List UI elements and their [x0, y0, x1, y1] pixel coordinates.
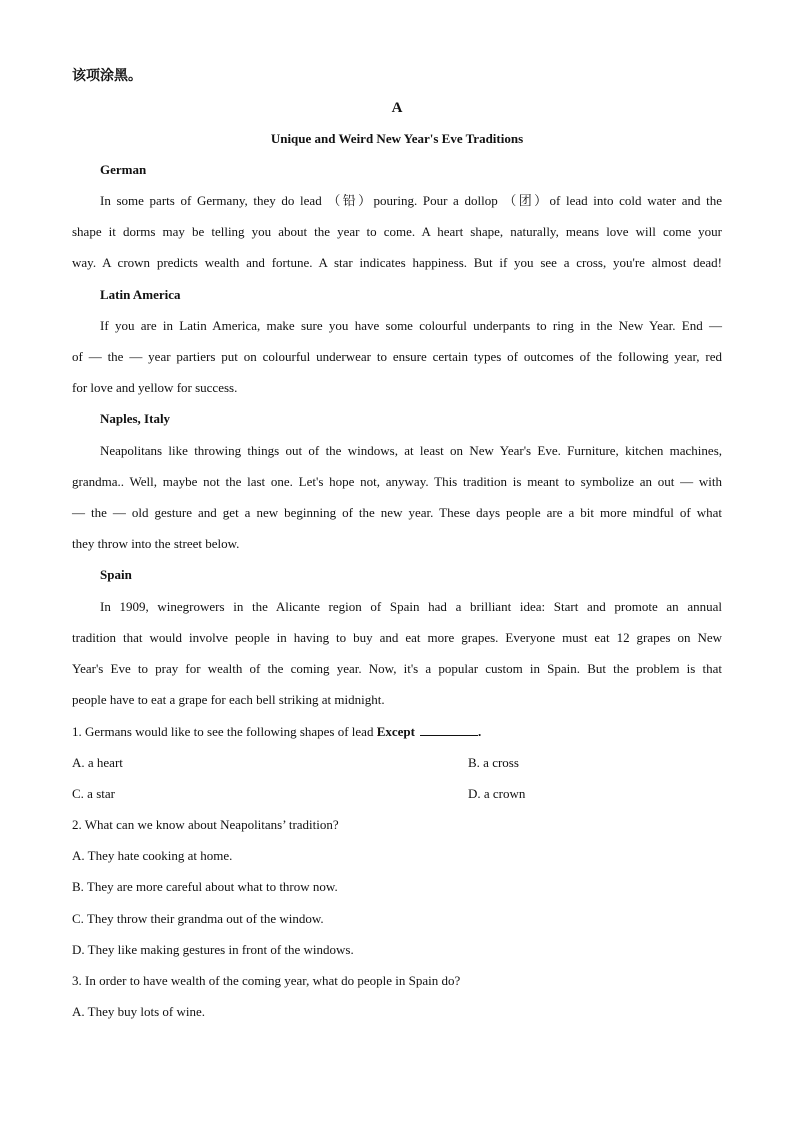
paragraph-line: grandma.. Well, maybe not the last one. Let's hope not, anyway. This tradition is meant to symbolize an out — with: [72, 474, 722, 489]
question-1-options-row-2: [72, 786, 722, 802]
paragraph-line: tradition that would involve people in having to buy and eat more grapes. Everyone must eat 12 grapes on New: [72, 630, 722, 645]
paragraph-line: of — the — year partiers put on colourful underwear to ensure certain types of outcomes of the following year, red: [72, 349, 722, 364]
answer-blank: [420, 723, 478, 736]
option-c[interactable]: C. a star: [72, 786, 115, 801]
paragraph-line: Year's Eve to pray for wealth of the coming year. Now, it's a popular custom in Spain. But the problem is that: [72, 661, 722, 676]
question-1-stem: [72, 723, 481, 740]
paragraph-line: If you are in Latin America, make sure you have some colourful underpants to ring in the New Year. End —: [100, 318, 722, 333]
passage-title: Unique and Weird New Year's Eve Traditions: [270, 131, 524, 146]
option-a[interactable]: A. a heart: [72, 755, 123, 770]
paragraph-line: for love and yellow for success.: [72, 380, 238, 395]
question-2-stem: 2. What can we know about Neapolitans’ tradition?: [72, 817, 339, 832]
section-letter: A: [391, 100, 403, 116]
paragraph-line: In 1909, winegrowers in the Alicante region of Spain had a brilliant idea: Start and promote an annual: [100, 599, 722, 614]
option-d[interactable]: D. They like making gestures in front of the windows.: [72, 942, 354, 957]
option-b[interactable]: B. They are more careful about what to throw now.: [72, 879, 338, 894]
paragraph-line: way. A crown predicts wealth and fortune. A star indicates happiness. But if you see a cross, you're almost dead!: [72, 255, 722, 270]
section-heading-latin-america: Latin America: [100, 287, 181, 302]
option-b[interactable]: B. a cross: [468, 755, 519, 770]
paragraph-line: — the — old gesture and get a new beginning of the new year. These days people are a bit more mindful of what: [72, 505, 722, 520]
option-a[interactable]: A. They hate cooking at home.: [72, 848, 233, 863]
section-heading-spain: Spain: [100, 567, 132, 582]
paragraph-line: Neapolitans like throwing things out of the windows, at least on New Year's Eve. Furniture, kitchen machines,: [100, 443, 722, 458]
question-3-stem: 3. In order to have wealth of the coming year, what do people in Spain do?: [72, 973, 461, 988]
option-d[interactable]: D. a crown: [468, 786, 526, 801]
option-a[interactable]: A. They buy lots of wine.: [72, 1004, 205, 1019]
section-heading-german: German: [100, 162, 147, 177]
question-stem-emphasis: Except: [376, 724, 415, 739]
paragraph-line: they throw into the street below.: [72, 536, 240, 551]
question-stem-text: 1. Germans would like to see the following shapes of lead: [72, 724, 377, 739]
paragraph-line: people have to eat a grape for each bell striking at midnight.: [72, 692, 385, 707]
option-c[interactable]: C. They throw their grandma out of the window.: [72, 911, 324, 926]
header-note: 该项涂黑。: [72, 68, 142, 84]
section-heading-naples: Naples, Italy: [100, 411, 171, 426]
paragraph-line: shape it dorms may be telling you about the year to come. A heart shape, naturally, means love will come your: [72, 224, 722, 239]
paragraph-line: In some parts of Germany, they do lead （铅）pouring. Pour a dollop （团）of lead into cold water and the: [100, 193, 722, 208]
question-stem-end: .: [478, 724, 482, 739]
question-1-options-row-1: [72, 755, 722, 771]
